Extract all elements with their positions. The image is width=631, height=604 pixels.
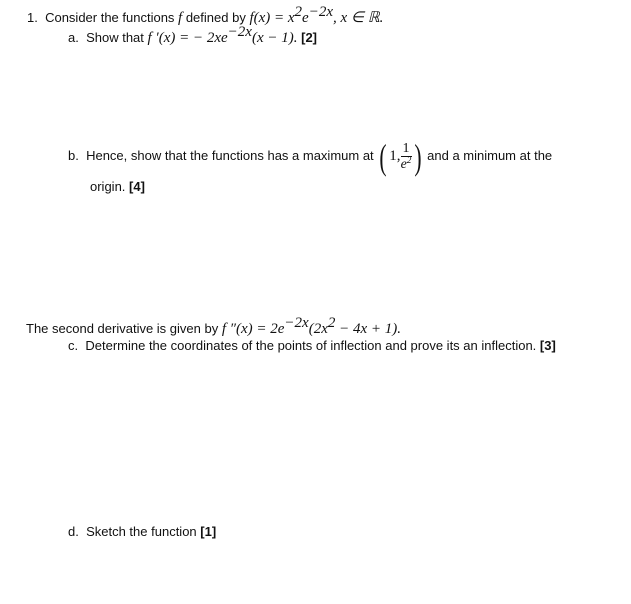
defined-by-text: defined by <box>182 10 250 25</box>
part-b-text-after: and a minimum at the <box>423 148 553 163</box>
part-b-label: b. <box>68 148 79 163</box>
fraction-denominator: $e^2$ <box>400 155 412 173</box>
part-a-text: Show that <box>86 30 148 45</box>
part-b <box>68 134 552 179</box>
part-d-marks: [1] <box>200 524 217 539</box>
part-a-marks: [2] <box>301 30 317 45</box>
domain-text: , x ∈ ℝ. <box>333 10 384 26</box>
second-derivative-tail-b: − 4x + 1). <box>335 321 402 337</box>
second-derivative-exponent: −2x <box>284 315 309 331</box>
part-d <box>68 523 216 541</box>
part-d-text: Sketch the function <box>86 524 197 539</box>
question-number: 1. <box>27 10 38 25</box>
part-c-marks: [3] <box>539 338 556 353</box>
derivative-expression: f ′(x) = − 2xe <box>147 30 228 46</box>
part-b-line2 <box>90 178 145 196</box>
euler-e: e <box>302 10 309 26</box>
question-intro: Consider the functions <box>45 10 179 25</box>
fraction-numerator: 1 <box>402 141 410 157</box>
function-name: f <box>178 10 183 26</box>
exponent-neg2x: −2x <box>308 4 333 20</box>
part-b-text: Hence, show that the functions has a maximum at <box>86 148 378 163</box>
part-c <box>68 337 556 355</box>
second-derivative-expr: f ″(x) = 2e <box>221 321 285 337</box>
derivative-tail: (x − 1). <box>251 30 298 46</box>
second-derivative-text: The second derivative is given by <box>26 321 222 336</box>
second-derivative-tail-exp: 2 <box>327 315 336 331</box>
right-paren: ) <box>413 136 422 177</box>
part-a-label: a. <box>68 30 79 45</box>
point-x: 1, <box>389 148 401 164</box>
part-b-marks: [4] <box>129 179 145 194</box>
second-derivative-tail-a: (2x <box>308 321 328 337</box>
part-c-label: c. <box>68 338 79 353</box>
question-1 <box>27 4 384 27</box>
part-b-line2-text: origin. <box>90 179 126 194</box>
part-a <box>68 24 317 47</box>
function-definition: f(x) = x <box>249 10 295 26</box>
part-d-label: d. <box>68 524 79 539</box>
exponent-two: 2 <box>294 4 303 20</box>
second-derivative-statement <box>26 315 402 338</box>
part-c-text: Determine the coordinates of the points of inflection and prove its an inflection. <box>85 338 537 353</box>
fraction <box>401 141 412 172</box>
left-paren: ( <box>379 136 387 177</box>
derivative-exponent: −2x <box>227 24 252 40</box>
